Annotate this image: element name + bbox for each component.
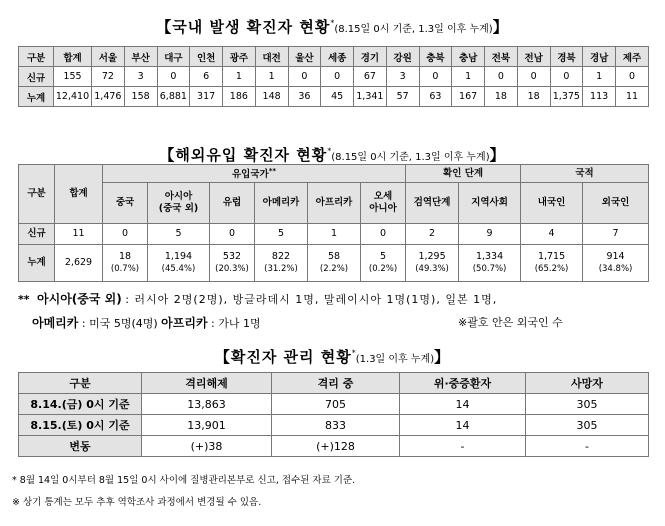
domestic-cell: 12,410 — [54, 87, 92, 107]
management-title-text: 확진자 관리 현황 — [230, 348, 352, 366]
domestic-row-label: 신규 — [19, 67, 54, 87]
overseas-subheader-cell — [361, 183, 406, 224]
overseas-cum-cell — [459, 245, 521, 282]
domestic-cell: 45 — [321, 87, 354, 107]
management-subtitle: (1.3일 이후 누계) — [355, 354, 435, 365]
domestic-cell: 0 — [321, 67, 354, 87]
overseas-cum-cell — [103, 245, 148, 282]
domestic-cell: 0 — [517, 67, 550, 87]
domestic-header-cell: 제주 — [616, 47, 649, 67]
overseas-subheader-line2: (중국 외) — [158, 203, 199, 214]
overseas-subheader-row — [19, 183, 649, 224]
overseas-cum-pct: (2.2%) — [319, 264, 349, 274]
domestic-header-cell: 세종 — [321, 47, 354, 67]
domestic-cell: 1,476 — [92, 87, 125, 107]
domestic-header-cell: 서울 — [92, 47, 125, 67]
domestic-title-star: * — [330, 18, 335, 28]
overseas-cum-cell — [255, 245, 308, 282]
domestic-cell: 186 — [223, 87, 256, 107]
overseas-cum-value: 1,295 — [418, 251, 446, 262]
overseas-cum-value: 5 — [380, 251, 387, 262]
domestic-header-cell: 구분 — [19, 47, 54, 67]
domestic-header-cell: 부산 — [124, 47, 157, 67]
overseas-subheader-cell — [210, 183, 255, 224]
overseas-row-label: 신규 — [19, 224, 55, 245]
management-cell: 14 — [400, 415, 526, 436]
overseas-cum-cell — [210, 245, 255, 282]
domestic-cell: 3 — [124, 67, 157, 87]
overseas-cum-cell — [308, 245, 361, 282]
overseas-subheader-cell — [459, 183, 521, 224]
management-cell: 13,863 — [142, 394, 272, 415]
management-row-label: 변동 — [19, 436, 142, 457]
overseas-row-label: 누계 — [19, 245, 55, 282]
domestic-cell: 0 — [157, 67, 190, 87]
overseas-cum-pct: (31.2%) — [264, 264, 298, 274]
domestic-row-cumulative — [19, 87, 649, 107]
domestic-subtitle: (8.15일 0시 기준, 1.3일 이후 누계) — [334, 24, 493, 35]
domestic-cell: 1,341 — [354, 87, 387, 107]
domestic-header-cell: 충북 — [419, 47, 452, 67]
footnote-1: * 8월 14일 0시부터 8월 15일 0시 사이에 질병관리본부로 신고, 접수된 자료 기준. — [12, 475, 356, 486]
note-line-1 — [18, 290, 497, 307]
overseas-subheader-line1: 내국인 — [537, 197, 566, 208]
domestic-cell: 113 — [583, 87, 616, 107]
overseas-cum-value: 532 — [222, 251, 242, 262]
domestic-cell: 3 — [386, 67, 419, 87]
domestic-header-cell: 충남 — [452, 47, 485, 67]
overseas-col-total: 합계 — [55, 165, 103, 224]
domestic-header-cell: 합계 — [54, 47, 92, 67]
overseas-subheader-line2: 아니아 — [369, 203, 397, 214]
overseas-cum-pct: (45.4%) — [161, 264, 196, 274]
overseas-new-cell: 9 — [459, 224, 521, 245]
domestic-header-cell: 전북 — [485, 47, 518, 67]
note-mark: ** — [18, 293, 30, 306]
management-row-label: 8.14.(금) 0시 기준 — [19, 394, 142, 415]
domestic-table — [18, 46, 649, 107]
management-row-change — [19, 436, 649, 457]
overseas-cum-pct: (50.7%) — [472, 264, 507, 274]
domestic-cell: 6 — [190, 67, 223, 87]
overseas-cum-cell — [361, 245, 406, 282]
domestic-cell: 57 — [386, 87, 419, 107]
management-header-cell: 구분 — [19, 373, 142, 394]
overseas-subheader-line1: 검역단계 — [413, 197, 451, 208]
domestic-cell: 18 — [485, 87, 518, 107]
domestic-cell: 0 — [616, 67, 649, 87]
management-table — [18, 372, 649, 457]
domestic-cell: 1 — [583, 67, 616, 87]
overseas-cum-pct: (0.2%) — [368, 264, 398, 274]
domestic-cell: 1 — [452, 67, 485, 87]
overseas-row-new — [19, 224, 649, 245]
overseas-cum-value: 822 — [271, 251, 291, 262]
overseas-subheader-line1: 아프리카 — [315, 197, 353, 208]
overseas-col-label: 구분 — [19, 165, 55, 224]
management-cell: 705 — [272, 394, 400, 415]
overseas-new-cell: 1 — [308, 224, 361, 245]
domestic-cell: 0 — [288, 67, 321, 87]
domestic-cell: 67 — [354, 67, 387, 87]
overseas-row-cumulative — [19, 245, 649, 282]
management-row-0815 — [19, 415, 649, 436]
overseas-cum-cell — [583, 245, 649, 282]
overseas-title-star: * — [327, 146, 332, 156]
overseas-subheader-line1: 아시아 — [164, 191, 193, 202]
overseas-cum-pct: (65.2%) — [534, 264, 569, 274]
overseas-table — [18, 164, 649, 282]
domestic-cell: 317 — [190, 87, 223, 107]
overseas-cum-pct: (0.7%) — [110, 264, 140, 274]
overseas-subtitle: (8.15일 0시 기준, 1.3일 이후 누계) — [331, 152, 490, 163]
domestic-header-cell: 인천 — [190, 47, 223, 67]
management-header-cell: 위·중증환자 — [400, 373, 526, 394]
overseas-subheader-line1: 지역사회 — [471, 197, 508, 208]
management-cell: 14 — [400, 394, 526, 415]
domestic-cell: 72 — [92, 67, 125, 87]
domestic-cell: 0 — [419, 67, 452, 87]
domestic-cell: 18 — [517, 87, 550, 107]
domestic-header-cell: 울산 — [288, 47, 321, 67]
management-cell: (+)128 — [272, 436, 400, 457]
overseas-subheader-line1: 오세 — [373, 191, 393, 202]
domestic-header-cell: 대구 — [157, 47, 190, 67]
overseas-group-confirm: 확인 단계 — [406, 165, 521, 183]
note-africa-text: : 가나 1명 — [211, 317, 261, 330]
domestic-title-text: 국내 발생 확진자 현황 — [172, 18, 331, 36]
footnote-2: ※ 상기 통계는 모두 추후 역학조사 과정에서 변경될 수 있음. — [12, 497, 262, 508]
management-cell: 305 — [526, 415, 649, 436]
overseas-new-cell: 7 — [583, 224, 649, 245]
overseas-subheader-line1: 외국인 — [601, 197, 630, 208]
management-cell: 833 — [272, 415, 400, 436]
management-row-label: 8.15.(토) 0시 기준 — [19, 415, 142, 436]
overseas-cum-pct: (34.8%) — [598, 264, 633, 274]
domestic-cell: 1 — [255, 67, 288, 87]
overseas-cum-cell — [148, 245, 210, 282]
domestic-cell: 1 — [223, 67, 256, 87]
note-america-text: : 미국 5명(4명) — [81, 317, 158, 330]
overseas-cum-value: 914 — [606, 251, 625, 262]
domestic-header-cell: 경북 — [550, 47, 583, 67]
management-header-cell: 격리 중 — [272, 373, 400, 394]
domestic-cell: 63 — [419, 87, 452, 107]
domestic-header-row — [19, 47, 649, 67]
note-asia-label: 아시아(중국 외) — [37, 292, 122, 306]
management-cell: - — [526, 436, 649, 457]
domestic-cell: 158 — [124, 87, 157, 107]
domestic-header-cell: 광주 — [223, 47, 256, 67]
domestic-cell: 148 — [255, 87, 288, 107]
overseas-subheader-cell — [406, 183, 459, 224]
overseas-new-total: 11 — [55, 224, 103, 245]
overseas-cum-value: 1,334 — [475, 251, 504, 262]
overseas-new-cell: 0 — [210, 224, 255, 245]
overseas-cum-total: 2,629 — [55, 245, 103, 282]
overseas-cum-cell — [521, 245, 583, 282]
management-header-cell: 사망자 — [526, 373, 649, 394]
domestic-cell: 0 — [550, 67, 583, 87]
domestic-header-cell: 강원 — [386, 47, 419, 67]
management-header-row — [19, 373, 649, 394]
overseas-title: 【해외유입 확진자 현황*(8.15일 0시 기준, 1.3일 이후 누계)】 — [159, 146, 506, 164]
domestic-cell: 11 — [616, 87, 649, 107]
management-cell: (+)38 — [142, 436, 272, 457]
overseas-subheader-cell — [308, 183, 361, 224]
management-header-cell: 격리해제 — [142, 373, 272, 394]
overseas-subheader-line1: 아메리카 — [262, 197, 300, 208]
domestic-row-new — [19, 67, 649, 87]
domestic-row-label: 누계 — [19, 87, 54, 107]
overseas-new-cell: 5 — [148, 224, 210, 245]
overseas-new-cell: 4 — [521, 224, 583, 245]
overseas-cum-pct: (49.3%) — [415, 264, 449, 274]
note-america-label: 아메리카 — [32, 316, 79, 330]
domestic-title: 【국내 발생 확진자 현황*(8.15일 0시 기준, 1.3일 이후 누계)】 — [156, 18, 509, 36]
overseas-cum-value: 1,715 — [537, 251, 566, 262]
note-africa-label: 아프리카 — [161, 316, 208, 330]
domestic-cell: 155 — [54, 67, 92, 87]
overseas-subheader-cell — [255, 183, 308, 224]
overseas-new-cell: 0 — [103, 224, 148, 245]
note-line-2 — [32, 314, 261, 331]
management-row-0814 — [19, 394, 649, 415]
domestic-cell: 6,881 — [157, 87, 190, 107]
note-ref: ※괄호 안은 외국인 수 — [458, 316, 563, 329]
overseas-subheader-line1: 중국 — [115, 197, 135, 208]
management-cell: - — [400, 436, 526, 457]
overseas-new-cell: 2 — [406, 224, 459, 245]
domestic-cell: 1,375 — [550, 87, 583, 107]
domestic-header-cell: 전남 — [517, 47, 550, 67]
overseas-subheader-cell — [148, 183, 210, 224]
overseas-cum-value: 58 — [327, 251, 341, 262]
overseas-cum-value: 1,194 — [164, 251, 193, 262]
overseas-subheader-cell — [521, 183, 583, 224]
management-title-star: * — [351, 348, 356, 358]
overseas-cum-pct: (20.3%) — [215, 264, 249, 274]
overseas-new-cell: 0 — [361, 224, 406, 245]
domestic-cell: 36 — [288, 87, 321, 107]
domestic-cell: 0 — [485, 67, 518, 87]
management-cell: 13,901 — [142, 415, 272, 436]
overseas-group-nationality: 국적 — [521, 165, 649, 183]
management-title: 【확진자 관리 현황*(1.3일 이후 누계)】 — [214, 348, 451, 366]
overseas-new-cell: 5 — [255, 224, 308, 245]
domestic-header-cell: 경기 — [354, 47, 387, 67]
note-asia-text: : 러시아 2명(2명), 방글라데시 1명, 말레이시아 1명(1명), 일본 1명, — [125, 293, 498, 306]
overseas-subheader-cell — [583, 183, 649, 224]
domestic-header-cell: 대전 — [255, 47, 288, 67]
domestic-cell: 167 — [452, 87, 485, 107]
overseas-group-inflow: 유입국가** — [103, 165, 406, 183]
overseas-subheader-cell — [103, 183, 148, 224]
overseas-cum-value: 18 — [118, 251, 132, 262]
overseas-title-text: 해외유입 확진자 현황 — [175, 146, 328, 164]
overseas-cum-cell — [406, 245, 459, 282]
overseas-subheader-line1: 유럽 — [222, 197, 242, 208]
management-cell: 305 — [526, 394, 649, 415]
domestic-header-cell: 경남 — [583, 47, 616, 67]
